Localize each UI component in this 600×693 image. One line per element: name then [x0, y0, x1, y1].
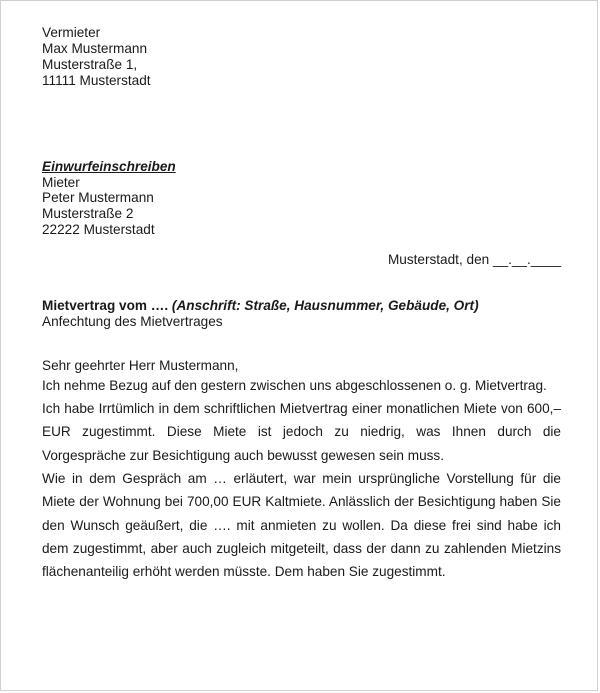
sender-line: Vermieter: [42, 25, 101, 40]
body-paragraph: Wie in dem Gespräch am … erläutert, war mein ursprüngliche Vorstellung für die Miete der Wohnung bei 700,00 EUR Kaltmiete. Anlässlich der Besichtigung haben Sie den Wunsch geäußert, die …. mit anmieten zu wollen. Da diese frei sind habe ich dem zugestimmt, aber auch zugleich mitgeteilt, dass der dann zu zahlenden Mietzins flächenanteilig erhöht werden müsste. Dem haben Sie zugestimmt.: [42, 470, 561, 580]
body-paragraph: Ich habe Irrtümlich in dem schriftlichen Mietvertrag einer monatlichen Miete von 600,– EUR zugestimmt. Diese Miete ist jedoch zu niedrig, was Ihnen durch die Vorgespräche zur Besichtigung auch bewusst gewesen sein muss.: [42, 401, 561, 463]
recipient-line: Mieter: [42, 174, 80, 190]
sender-line: Musterstraße 1,: [42, 56, 138, 72]
recipient-address: [42, 159, 561, 239]
recipient-line: Peter Mustermann: [42, 190, 154, 206]
subject-subtitle: Anfechtung des Mietvertrages: [42, 313, 223, 329]
body-paragraph: Ich nehme Bezug auf den gestern zwischen uns abgeschlossenen o. g. Mietvertrag.: [42, 377, 547, 393]
letter-content: [42, 25, 561, 583]
sender-address: [42, 25, 561, 89]
sender-line: Max Mustermann: [42, 40, 148, 56]
place-date-line: Musterstadt, den __.__.____: [387, 252, 561, 268]
subject-block: [42, 298, 561, 330]
recipient-line: 22222 Musterstadt: [42, 222, 155, 238]
sender-line: 11111 Musterstadt: [42, 72, 151, 88]
recipient-line: Musterstraße 2: [42, 206, 134, 222]
delivery-method-heading: Einwurfeinschreiben: [42, 158, 176, 174]
subject-title: Mietvertrag vom ….: [42, 298, 169, 314]
subject-address-note: (Anschrift: Straße, Hausnummer, Gebäude, Ort): [168, 298, 479, 314]
salutation: Sehr geehrter Herr Mustermann,: [42, 357, 239, 373]
